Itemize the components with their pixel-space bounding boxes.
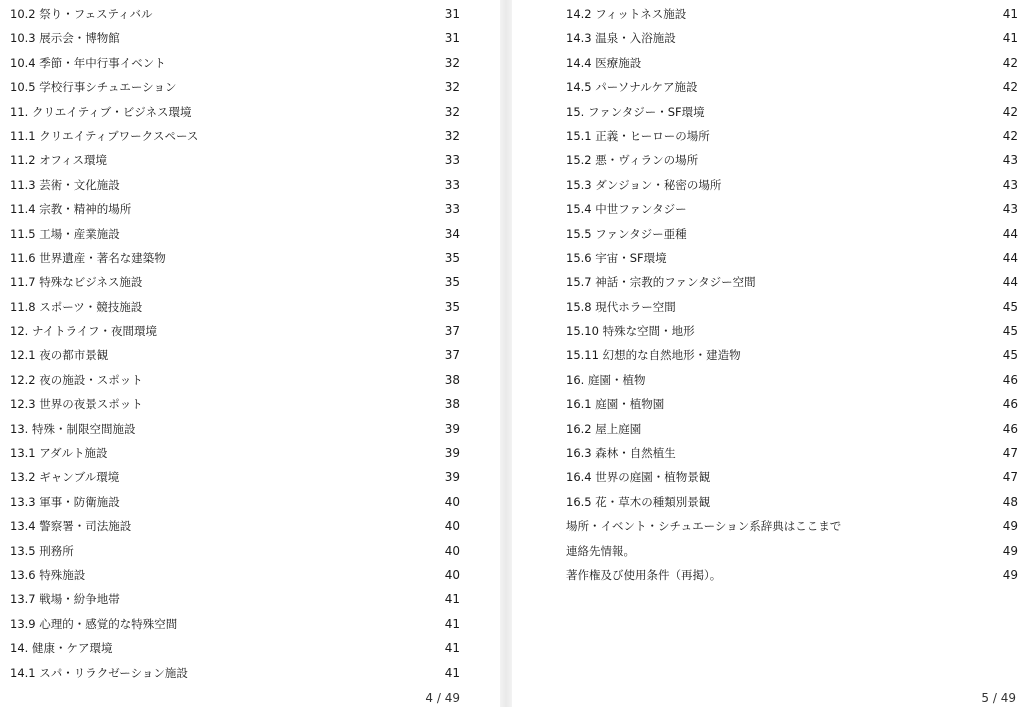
toc-entry-title: 14. 健康・ケア環境 xyxy=(10,641,113,656)
toc-entry-page-number: 40 xyxy=(444,494,460,509)
toc-entry-page-number: 44 xyxy=(1002,275,1018,290)
toc-entry-title: 16.4 世界の庭園・植物景観 xyxy=(566,470,711,485)
toc-entry-page-number: 35 xyxy=(444,275,460,290)
toc-entry-page-number: 40 xyxy=(444,519,460,534)
toc-entry-title: 15.8 現代ホラー空間 xyxy=(566,299,676,314)
left-page xyxy=(0,0,500,707)
toc-entry-title: 10.3 展示会・博物館 xyxy=(10,31,120,46)
toc-entry-page-number: 45 xyxy=(1002,324,1018,339)
toc-entry[interactable] xyxy=(566,100,1018,124)
toc-entry-title: 13.3 軍事・防衛施設 xyxy=(10,494,120,509)
toc-entry[interactable] xyxy=(566,295,1018,319)
toc-entry-page-number: 45 xyxy=(1002,299,1018,314)
toc-entry[interactable] xyxy=(10,173,460,197)
toc-entry[interactable] xyxy=(10,368,460,392)
toc-entry[interactable] xyxy=(566,124,1018,148)
toc-entry[interactable] xyxy=(10,490,460,514)
toc-entry[interactable] xyxy=(10,319,460,343)
toc-entry-page-number: 41 xyxy=(444,641,460,656)
toc-entry-page-number: 45 xyxy=(1002,348,1018,363)
toc-entry-page-number: 43 xyxy=(1002,177,1018,192)
toc-entry-page-number: 41 xyxy=(444,665,460,680)
toc-entry-page-number: 41 xyxy=(1002,7,1018,21)
toc-entry-page-number: 42 xyxy=(1002,128,1018,143)
toc-entry-page-number: 41 xyxy=(1002,31,1018,46)
toc-entry-title: 13.7 戦場・紛争地帯 xyxy=(10,592,120,607)
toc-entry-title: 12.1 夜の都市景観 xyxy=(10,348,109,363)
toc-entry-title: 12. ナイトライフ・夜間環境 xyxy=(10,324,157,339)
toc-entry-page-number: 49 xyxy=(1002,519,1018,534)
toc-entry-page-number: 31 xyxy=(444,31,460,46)
toc-entry-title: 16.1 庭園・植物園 xyxy=(566,397,665,412)
toc-entry-page-number: 41 xyxy=(444,616,460,631)
toc-entry-page-number: 35 xyxy=(444,250,460,265)
toc-entry-page-number: 33 xyxy=(444,177,460,192)
toc-entry-title: 11.5 工場・産業施設 xyxy=(10,226,120,241)
toc-entry[interactable] xyxy=(566,465,1018,489)
toc-entry-page-number: 41 xyxy=(444,592,460,607)
toc-entry[interactable] xyxy=(10,392,460,416)
toc-entry[interactable] xyxy=(566,197,1018,221)
toc-entry-title: 13.6 特殊施設 xyxy=(10,567,86,582)
toc-entry-page-number: 42 xyxy=(1002,80,1018,95)
toc-entry-title: 11. クリエイティブ・ビジネス環境 xyxy=(10,104,192,119)
toc-entry-page-number: 46 xyxy=(1002,397,1018,412)
toc-entry-title: 15.1 正義・ヒーローの場所 xyxy=(566,128,710,143)
toc-entry[interactable] xyxy=(10,295,460,319)
toc-entry-title: 15.3 ダンジョン・秘密の場所 xyxy=(566,177,722,192)
toc-entry[interactable] xyxy=(10,343,460,367)
toc-entry-title: 11.8 スポーツ・競技施設 xyxy=(10,299,143,314)
toc-entry[interactable] xyxy=(10,26,460,50)
toc-entry-page-number: 37 xyxy=(444,324,460,339)
toc-entry-page-number: 34 xyxy=(444,226,460,241)
right-page xyxy=(512,0,1024,707)
toc-entry-page-number: 44 xyxy=(1002,226,1018,241)
toc-entry-title: 10.4 季節・年中行事イベント xyxy=(10,55,166,70)
toc-entry-title: 10.2 祭り・フェスティバル xyxy=(10,7,153,21)
toc-entry[interactable] xyxy=(10,2,460,26)
toc-entry[interactable] xyxy=(566,51,1018,75)
toc-entry-title: 13. 特殊・制限空間施設 xyxy=(10,421,136,436)
toc-entry[interactable] xyxy=(566,392,1018,416)
toc-entry-title: 場所・イベント・シチュエーション系辞典はここまで xyxy=(566,519,842,534)
toc-entry[interactable] xyxy=(566,417,1018,441)
toc-entry[interactable] xyxy=(566,319,1018,343)
toc-entry[interactable] xyxy=(10,587,460,611)
toc-entry-title: 11.6 世界遺産・著名な建築物 xyxy=(10,250,166,265)
toc-entry-page-number: 40 xyxy=(444,567,460,582)
toc-entry-title: 14.3 温泉・入浴施設 xyxy=(566,31,676,46)
toc-entry-page-number: 42 xyxy=(1002,55,1018,70)
toc-entry-title: 16.5 花・草木の種類別景観 xyxy=(566,494,711,509)
toc-entry-page-number: 32 xyxy=(444,80,460,95)
toc-entry-title: 12.3 世界の夜景スポット xyxy=(10,397,143,412)
toc-entry[interactable] xyxy=(10,270,460,294)
toc-entry[interactable] xyxy=(10,148,460,172)
toc-entry-page-number: 32 xyxy=(444,55,460,70)
toc-entry-title: 15. ファンタジー・SF環境 xyxy=(566,104,705,119)
toc-entry[interactable] xyxy=(10,100,460,124)
toc-entry[interactable] xyxy=(566,270,1018,294)
toc-entry[interactable] xyxy=(566,490,1018,514)
toc-entry-page-number: 43 xyxy=(1002,153,1018,168)
toc-entry[interactable] xyxy=(10,417,460,441)
toc-entry[interactable] xyxy=(566,343,1018,367)
toc-entry-page-number: 31 xyxy=(444,7,460,21)
toc-entry[interactable] xyxy=(10,465,460,489)
toc-entry-title: 14.4 医療施設 xyxy=(566,55,642,70)
toc-entry-title: 11.4 宗教・精神的場所 xyxy=(10,202,132,217)
toc-entry[interactable] xyxy=(566,26,1018,50)
toc-entry-title: 15.6 宇宙・SF環境 xyxy=(566,250,667,265)
toc-entry-title: 13.1 アダルト施設 xyxy=(10,446,108,461)
toc-entry-title: 15.11 幻想的な自然地形・建造物 xyxy=(566,348,741,363)
toc-entry-page-number: 39 xyxy=(444,446,460,461)
toc-list-left xyxy=(10,2,460,685)
toc-entry[interactable] xyxy=(10,636,460,660)
toc-entry-title: 15.5 ファンタジー亜種 xyxy=(566,226,687,241)
toc-entry-title: 13.2 ギャンブル環境 xyxy=(10,470,120,485)
toc-entry-title: 11.2 オフィス環境 xyxy=(10,153,107,168)
toc-entry-title: 12.2 夜の施設・スポット xyxy=(10,372,143,387)
toc-entry-title: 15.2 悪・ヴィランの場所 xyxy=(566,153,699,168)
toc-entry-page-number: 48 xyxy=(1002,494,1018,509)
toc-entry-title: 13.9 心理的・感覚的な特殊空間 xyxy=(10,616,178,631)
toc-list-right xyxy=(566,2,1018,587)
toc-entry-page-number: 33 xyxy=(444,153,460,168)
toc-entry-title: 13.4 警察署・司法施設 xyxy=(10,519,132,534)
toc-entry-title: 14.1 スパ・リラクゼーション施設 xyxy=(10,665,188,680)
toc-entry[interactable] xyxy=(566,173,1018,197)
toc-entry-title: 15.4 中世ファンタジー xyxy=(566,202,687,217)
toc-entry[interactable] xyxy=(566,441,1018,465)
toc-entry[interactable] xyxy=(566,539,1018,563)
toc-entry-title: 11.7 特殊なビジネス施設 xyxy=(10,275,143,290)
toc-entry[interactable] xyxy=(566,222,1018,246)
toc-entry[interactable] xyxy=(10,661,460,685)
toc-entry-page-number: 40 xyxy=(444,543,460,558)
toc-entry-page-number: 42 xyxy=(1002,104,1018,119)
toc-entry[interactable] xyxy=(10,612,460,636)
toc-entry[interactable] xyxy=(566,75,1018,99)
toc-entry[interactable] xyxy=(10,539,460,563)
toc-entry[interactable] xyxy=(10,441,460,465)
toc-entry[interactable] xyxy=(10,246,460,270)
toc-entry-title: 13.5 刑務所 xyxy=(10,543,74,558)
toc-entry[interactable] xyxy=(10,124,460,148)
toc-entry-title: 15.7 神話・宗教的ファンタジー空間 xyxy=(566,275,756,290)
toc-entry-title: 連絡先情報。 xyxy=(566,543,635,558)
toc-entry-title: 16. 庭園・植物 xyxy=(566,372,646,387)
toc-entry-page-number: 35 xyxy=(444,299,460,314)
toc-entry[interactable] xyxy=(566,148,1018,172)
toc-entry-title: 11.1 クリエイティブワークスペース xyxy=(10,128,199,143)
toc-entry-title: 16.2 屋上庭園 xyxy=(566,421,642,436)
toc-entry[interactable] xyxy=(566,246,1018,270)
toc-entry[interactable] xyxy=(566,368,1018,392)
toc-entry-title: 11.3 芸術・文化施設 xyxy=(10,177,120,192)
page-gutter xyxy=(500,0,512,707)
toc-entry[interactable] xyxy=(566,514,1018,538)
toc-entry-title: 著作権及び使用条件（再掲）。 xyxy=(566,567,722,582)
toc-entry-page-number: 44 xyxy=(1002,250,1018,265)
toc-entry-page-number: 43 xyxy=(1002,202,1018,217)
toc-entry[interactable] xyxy=(566,2,1018,26)
toc-entry-title: 14.5 パーソナルケア施設 xyxy=(566,80,698,95)
toc-entry[interactable] xyxy=(10,197,460,221)
toc-entry-title: 15.10 特殊な空間・地形 xyxy=(566,324,695,339)
toc-entry[interactable] xyxy=(10,51,460,75)
toc-entry-page-number: 39 xyxy=(444,470,460,485)
toc-entry-page-number: 46 xyxy=(1002,421,1018,436)
toc-entry[interactable] xyxy=(10,75,460,99)
toc-entry-page-number: 33 xyxy=(444,202,460,217)
toc-entry-page-number: 49 xyxy=(1002,567,1018,582)
toc-entry[interactable] xyxy=(566,563,1018,587)
toc-entry[interactable] xyxy=(10,222,460,246)
toc-entry-page-number: 38 xyxy=(444,372,460,387)
toc-entry-page-number: 46 xyxy=(1002,372,1018,387)
toc-entry-page-number: 49 xyxy=(1002,543,1018,558)
toc-entry-title: 14.2 フィットネス施設 xyxy=(566,7,687,21)
toc-entry[interactable] xyxy=(10,563,460,587)
toc-entry-page-number: 39 xyxy=(444,421,460,436)
toc-entry[interactable] xyxy=(10,514,460,538)
page-number-right: 5 / 49 xyxy=(981,691,1016,705)
toc-entry-page-number: 32 xyxy=(444,104,460,119)
toc-entry-title: 16.3 森林・自然植生 xyxy=(566,446,676,461)
toc-entry-page-number: 47 xyxy=(1002,470,1018,485)
toc-entry-title: 10.5 学校行事シチュエーション xyxy=(10,80,177,95)
page-number-left: 4 / 49 xyxy=(425,691,460,705)
toc-entry-page-number: 37 xyxy=(444,348,460,363)
toc-entry-page-number: 47 xyxy=(1002,446,1018,461)
toc-entry-page-number: 38 xyxy=(444,397,460,412)
toc-entry-page-number: 32 xyxy=(444,128,460,143)
